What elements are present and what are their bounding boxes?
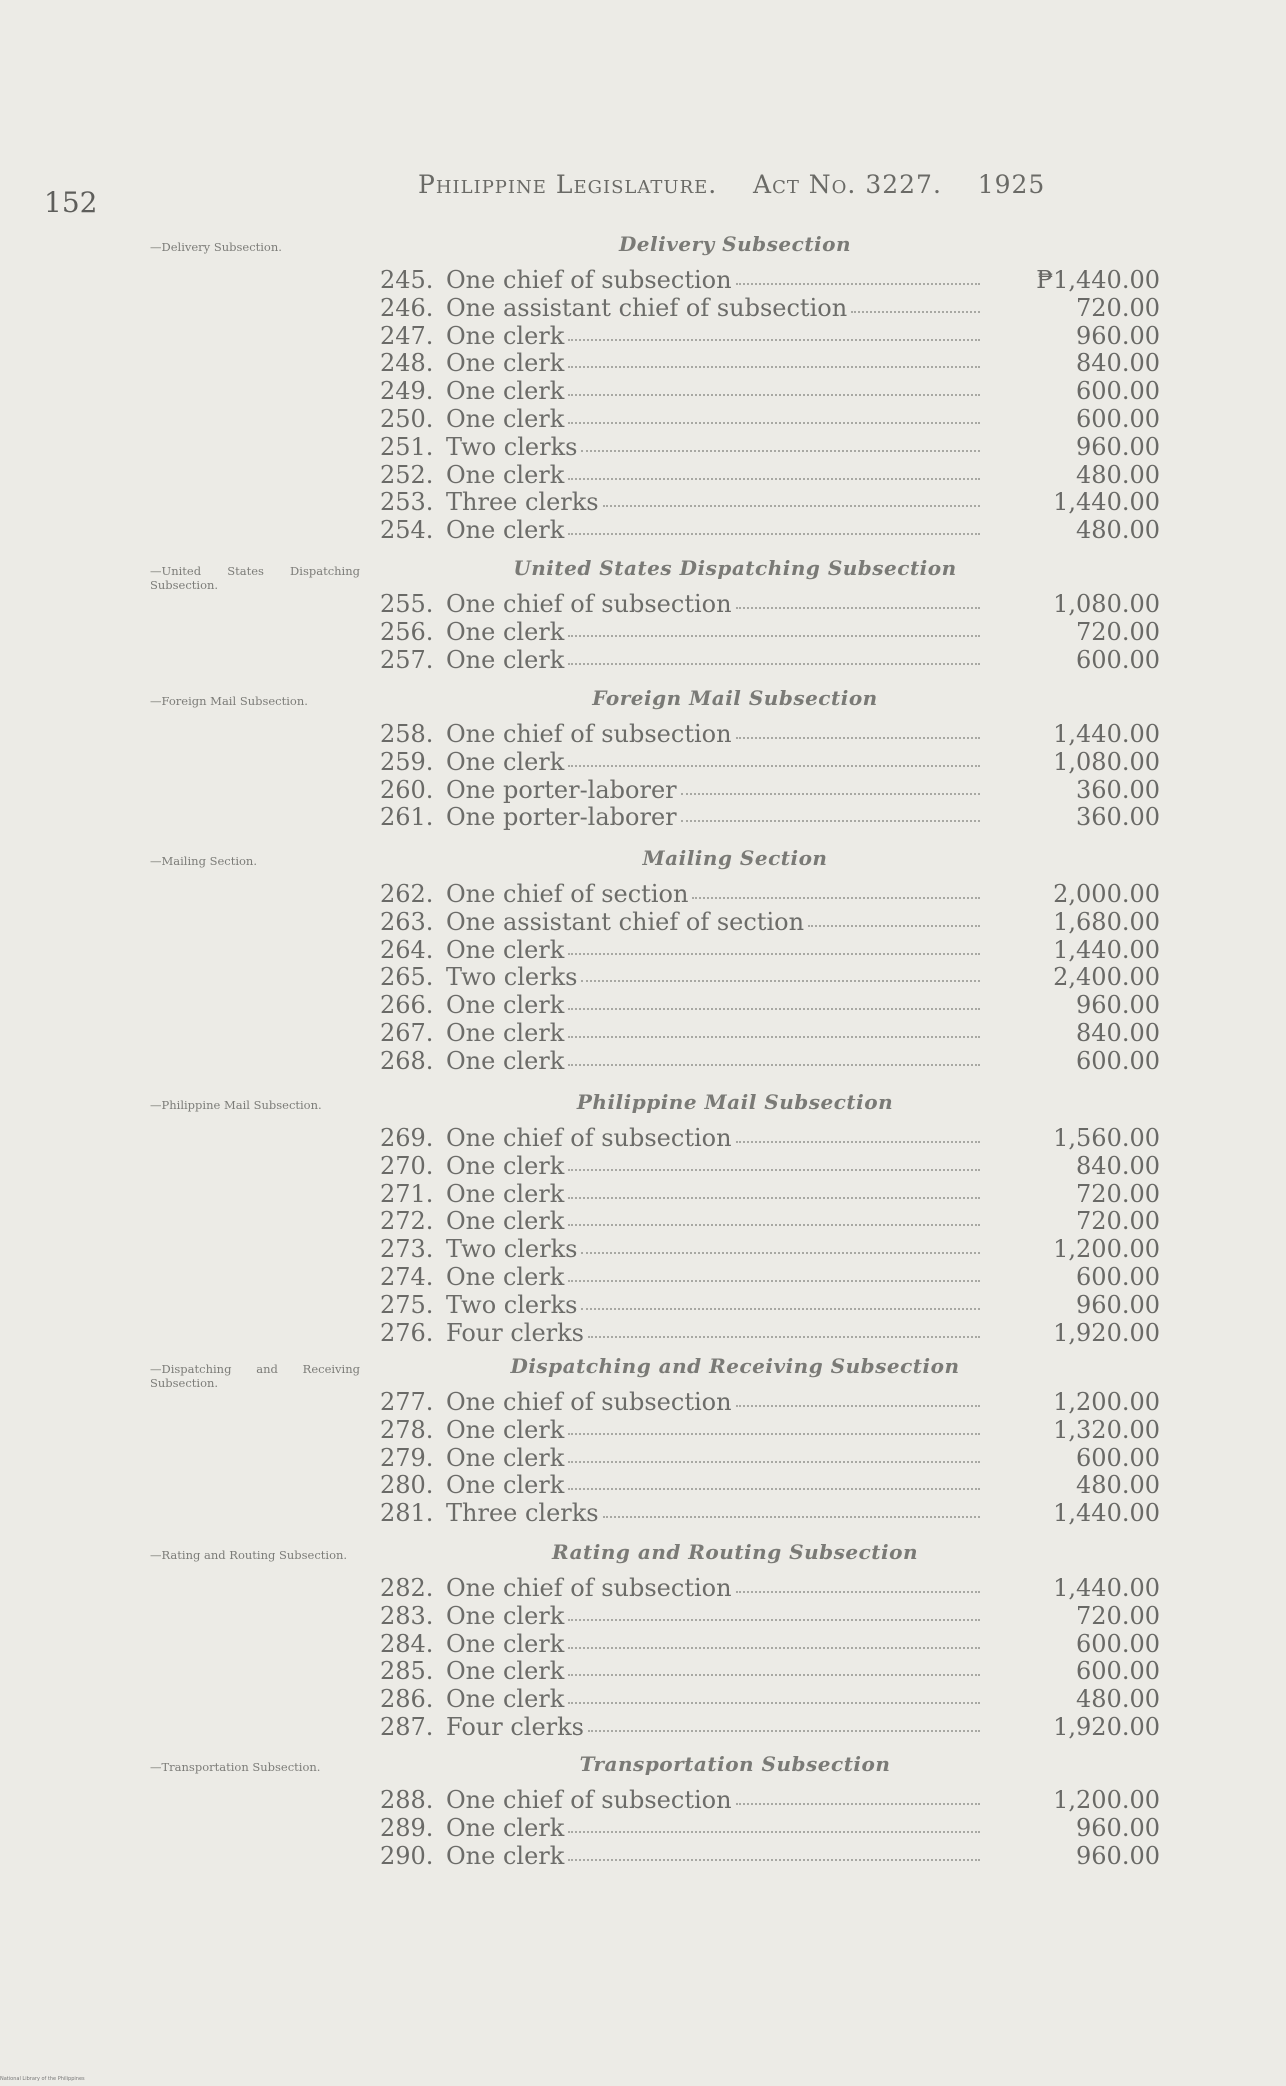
item-number: 287. <box>380 1712 434 1741</box>
position-row <box>380 1786 1160 1814</box>
dot-leader <box>736 1803 980 1805</box>
position-description: One clerk <box>446 516 565 545</box>
salary-amount: 1,080.00 <box>1053 747 1160 776</box>
salary-amount: 1,680.00 <box>1053 907 1160 936</box>
position-row <box>380 1319 1160 1347</box>
item-number: 268. <box>380 1046 434 1075</box>
salary-amount: 720.00 <box>1076 1601 1160 1630</box>
position-row <box>380 963 1160 991</box>
running-head-title: Philippine Legislature. <box>418 170 718 199</box>
dot-leader <box>568 533 980 535</box>
position-description: One clerk <box>446 1151 565 1180</box>
item-number: 262. <box>380 880 434 908</box>
dot-leader <box>568 663 980 665</box>
salary-amount: 1,200.00 <box>1053 1235 1160 1264</box>
item-number: 267. <box>380 1018 434 1047</box>
dot-leader <box>588 1730 980 1732</box>
salary-amount: 2,000.00 <box>1053 880 1160 908</box>
salary-amount: 600.00 <box>1076 1262 1160 1291</box>
position-list <box>380 1124 1160 1346</box>
item-number: 290. <box>380 1841 434 1870</box>
salary-amount: 1,440.00 <box>1053 1574 1160 1602</box>
subsection-heading: Transportation Subsection <box>579 1752 891 1776</box>
position-row <box>380 377 1160 405</box>
salary-amount: 960.00 <box>1076 432 1160 461</box>
position-description: One clerk <box>446 349 565 378</box>
position-description: One assistant chief of subsection <box>446 293 848 322</box>
item-number: 245. <box>380 266 434 294</box>
position-list <box>380 590 1160 673</box>
running-head-act: Act No. 3227. <box>753 170 942 199</box>
position-row <box>380 516 1160 544</box>
dot-leader <box>736 607 980 609</box>
margin-note: —Dispatching and Receiving Subsection. <box>150 1362 360 1390</box>
subsection-heading: United States Dispatching Subsection <box>513 556 957 580</box>
position-description: One clerk <box>446 1629 565 1658</box>
item-number: 271. <box>380 1179 434 1208</box>
position-description: One clerk <box>446 1601 565 1630</box>
dot-leader <box>603 1516 980 1518</box>
position-list <box>380 1574 1160 1741</box>
salary-amount: 600.00 <box>1076 1657 1160 1686</box>
salary-amount: 1,440.00 <box>1053 488 1160 517</box>
position-row <box>380 720 1160 748</box>
dot-leader <box>568 1461 980 1463</box>
position-row <box>380 1685 1160 1713</box>
position-row <box>380 936 1160 964</box>
dot-leader <box>568 1619 980 1621</box>
salary-amount: 1,440.00 <box>1053 720 1160 748</box>
item-number: 256. <box>380 617 434 646</box>
position-description: One clerk <box>446 1443 565 1472</box>
position-row <box>380 1416 1160 1444</box>
item-number: 258. <box>380 720 434 748</box>
position-description: One clerk <box>446 1415 565 1444</box>
item-number: 286. <box>380 1685 434 1714</box>
position-row <box>380 1291 1160 1319</box>
salary-amount: 600.00 <box>1076 1046 1160 1075</box>
position-description: One clerk <box>446 1657 565 1686</box>
position-list <box>380 1388 1160 1527</box>
item-number: 254. <box>380 516 434 545</box>
position-row <box>380 1152 1160 1180</box>
position-row <box>380 1499 1160 1527</box>
margin-note: —Rating and Routing Subsection. <box>150 1548 348 1562</box>
dot-leader <box>568 422 980 424</box>
position-description: One clerk <box>446 460 565 489</box>
position-row <box>380 1842 1160 1870</box>
dot-leader <box>736 283 980 285</box>
dot-leader <box>581 1308 980 1310</box>
dot-leader <box>736 737 980 739</box>
item-number: 288. <box>380 1786 434 1814</box>
position-row <box>380 880 1160 908</box>
position-description: Two clerks <box>446 963 578 992</box>
salary-amount: 480.00 <box>1076 516 1160 545</box>
item-number: 250. <box>380 404 434 433</box>
subsection-heading: Delivery Subsection <box>618 232 852 256</box>
margin-note: —Delivery Subsection. <box>150 240 282 254</box>
salary-amount: 600.00 <box>1076 377 1160 406</box>
position-row <box>380 803 1160 831</box>
salary-amount: 1,920.00 <box>1053 1712 1160 1741</box>
dot-leader <box>851 311 980 313</box>
position-row <box>380 1388 1160 1416</box>
salary-amount: 720.00 <box>1076 1207 1160 1236</box>
position-description: One chief of section <box>446 880 689 908</box>
subsection-heading: Philippine Mail Subsection <box>576 1090 894 1114</box>
page-number: 152 <box>44 186 98 219</box>
running-head-year: 1925 <box>977 170 1046 199</box>
position-row <box>380 1630 1160 1658</box>
dot-leader <box>568 1702 980 1704</box>
position-row <box>380 590 1160 618</box>
dot-leader <box>568 1859 980 1861</box>
salary-amount: 360.00 <box>1076 775 1160 804</box>
margin-note: —Foreign Mail Subsection. <box>150 694 308 708</box>
subsection-heading: Rating and Routing Subsection <box>552 1540 918 1564</box>
item-number: 261. <box>380 803 434 832</box>
subsection-heading: Foreign Mail Subsection <box>592 686 878 710</box>
salary-amount: 480.00 <box>1076 1471 1160 1500</box>
item-number: 248. <box>380 349 434 378</box>
item-number: 264. <box>380 935 434 964</box>
item-number: 274. <box>380 1262 434 1291</box>
item-number: 279. <box>380 1443 434 1472</box>
dot-leader <box>568 339 980 341</box>
position-description: Two clerks <box>446 1235 578 1264</box>
salary-amount: 600.00 <box>1076 404 1160 433</box>
salary-amount: 600.00 <box>1076 1629 1160 1658</box>
item-number: 275. <box>380 1290 434 1319</box>
salary-amount: 1,320.00 <box>1053 1415 1160 1444</box>
position-description: One clerk <box>446 617 565 646</box>
item-number: 246. <box>380 293 434 322</box>
dot-leader <box>736 1141 980 1143</box>
position-row <box>380 618 1160 646</box>
item-number: 283. <box>380 1601 434 1630</box>
position-description: One clerk <box>446 1046 565 1075</box>
dot-leader <box>736 1405 980 1407</box>
position-row <box>380 433 1160 461</box>
position-description: One chief of subsection <box>446 1124 732 1152</box>
position-description: One chief of subsection <box>446 1388 732 1416</box>
position-description: One chief of subsection <box>446 590 732 618</box>
dot-leader <box>568 1169 980 1171</box>
position-row <box>380 488 1160 516</box>
dot-leader <box>568 394 980 396</box>
item-number: 277. <box>380 1388 434 1416</box>
position-description: One clerk <box>446 1813 565 1842</box>
position-row <box>380 461 1160 489</box>
dot-leader <box>568 1064 980 1066</box>
position-row <box>380 1471 1160 1499</box>
salary-amount: 480.00 <box>1076 1685 1160 1714</box>
position-row <box>380 349 1160 377</box>
position-description: One clerk <box>446 377 565 406</box>
position-row <box>380 748 1160 776</box>
item-number: 285. <box>380 1657 434 1686</box>
salary-amount: 1,560.00 <box>1053 1124 1160 1152</box>
salary-amount: 720.00 <box>1076 293 1160 322</box>
margin-note: —Mailing Section. <box>150 854 257 868</box>
position-description: One chief of subsection <box>446 720 732 748</box>
dot-leader <box>581 980 980 982</box>
dot-leader <box>736 1591 980 1593</box>
position-description: One clerk <box>446 1841 565 1870</box>
item-number: 269. <box>380 1124 434 1152</box>
running-head <box>418 170 1058 199</box>
margin-note: —United States Dispatching Subsection. <box>150 564 360 592</box>
salary-amount: 1,080.00 <box>1053 590 1160 618</box>
item-number: 257. <box>380 645 434 674</box>
salary-amount: 600.00 <box>1076 645 1160 674</box>
salary-amount: ₱1,440.00 <box>1036 266 1160 294</box>
position-row <box>380 322 1160 350</box>
salary-amount: 2,400.00 <box>1053 963 1160 992</box>
dot-leader <box>568 1674 980 1676</box>
position-list <box>380 266 1160 544</box>
subsection-heading: Dispatching and Receiving Subsection <box>510 1354 960 1378</box>
dot-leader <box>568 1831 980 1833</box>
position-row <box>380 1263 1160 1291</box>
position-row <box>380 1019 1160 1047</box>
salary-amount: 960.00 <box>1076 1813 1160 1842</box>
salary-amount: 1,200.00 <box>1053 1786 1160 1814</box>
position-list <box>380 1786 1160 1869</box>
salary-amount: 360.00 <box>1076 803 1160 832</box>
position-description: One clerk <box>446 935 565 964</box>
salary-amount: 1,440.00 <box>1053 1499 1160 1528</box>
dot-leader <box>681 793 980 795</box>
position-description: One porter-laborer <box>446 775 677 804</box>
position-description: Three clerks <box>446 1499 599 1528</box>
position-description: Four clerks <box>446 1712 584 1741</box>
dot-leader <box>568 366 980 368</box>
position-description: One clerk <box>446 645 565 674</box>
dot-leader <box>568 1036 980 1038</box>
dot-leader <box>581 450 980 452</box>
dot-leader <box>568 635 980 637</box>
item-number: 253. <box>380 488 434 517</box>
position-row <box>380 1713 1160 1741</box>
margin-note: —Philippine Mail Subsection. <box>150 1098 322 1112</box>
item-number: 260. <box>380 775 434 804</box>
salary-amount: 720.00 <box>1076 1179 1160 1208</box>
dot-leader <box>568 1647 980 1649</box>
salary-amount: 840.00 <box>1076 1018 1160 1047</box>
item-number: 263. <box>380 907 434 936</box>
dot-leader <box>568 765 980 767</box>
item-number: 252. <box>380 460 434 489</box>
position-description: One clerk <box>446 321 565 350</box>
position-description: One clerk <box>446 1018 565 1047</box>
position-description: Two clerks <box>446 1290 578 1319</box>
dot-leader <box>581 1252 980 1254</box>
position-description: One clerk <box>446 1179 565 1208</box>
position-row <box>380 776 1160 804</box>
position-description: One clerk <box>446 991 565 1020</box>
position-description: One clerk <box>446 747 565 776</box>
item-number: 259. <box>380 747 434 776</box>
position-description: One clerk <box>446 1471 565 1500</box>
position-description: One clerk <box>446 1262 565 1291</box>
salary-amount: 1,200.00 <box>1053 1388 1160 1416</box>
position-list <box>380 880 1160 1075</box>
salary-amount: 960.00 <box>1076 991 1160 1020</box>
position-row <box>380 405 1160 433</box>
footer-attribution: National Library of the Philippines <box>0 2076 85 2082</box>
position-row <box>380 1814 1160 1842</box>
position-row <box>380 1657 1160 1685</box>
position-description: Two clerks <box>446 432 578 461</box>
dot-leader <box>568 1197 980 1199</box>
item-number: 284. <box>380 1629 434 1658</box>
salary-amount: 960.00 <box>1076 1841 1160 1870</box>
position-description: One assistant chief of section <box>446 907 805 936</box>
position-row <box>380 1235 1160 1263</box>
dot-leader <box>568 1488 980 1490</box>
dot-leader <box>568 1224 980 1226</box>
item-number: 249. <box>380 377 434 406</box>
position-row <box>380 1047 1160 1075</box>
position-description: One clerk <box>446 1207 565 1236</box>
position-row <box>380 1124 1160 1152</box>
dot-leader <box>603 505 980 507</box>
salary-amount: 600.00 <box>1076 1443 1160 1472</box>
dot-leader <box>568 1433 980 1435</box>
item-number: 247. <box>380 321 434 350</box>
dot-leader <box>588 1336 980 1338</box>
item-number: 278. <box>380 1415 434 1444</box>
position-row <box>380 294 1160 322</box>
position-row <box>380 646 1160 674</box>
salary-amount: 960.00 <box>1076 321 1160 350</box>
item-number: 251. <box>380 432 434 461</box>
position-row <box>380 1602 1160 1630</box>
salary-amount: 960.00 <box>1076 1290 1160 1319</box>
position-description: One chief of subsection <box>446 266 732 294</box>
dot-leader <box>692 897 980 899</box>
item-number: 266. <box>380 991 434 1020</box>
position-row <box>380 266 1160 294</box>
salary-amount: 840.00 <box>1076 1151 1160 1180</box>
position-description: One porter-laborer <box>446 803 677 832</box>
subsection-heading: Mailing Section <box>642 846 828 870</box>
position-list <box>380 720 1160 831</box>
item-number: 255. <box>380 590 434 618</box>
position-description: One chief of subsection <box>446 1574 732 1602</box>
dot-leader <box>568 478 980 480</box>
position-row <box>380 1444 1160 1472</box>
item-number: 272. <box>380 1207 434 1236</box>
dot-leader <box>568 953 980 955</box>
item-number: 281. <box>380 1499 434 1528</box>
item-number: 273. <box>380 1235 434 1264</box>
item-number: 280. <box>380 1471 434 1500</box>
position-row <box>380 1574 1160 1602</box>
position-description: One clerk <box>446 1685 565 1714</box>
position-description: Three clerks <box>446 488 599 517</box>
salary-amount: 840.00 <box>1076 349 1160 378</box>
position-row <box>380 1207 1160 1235</box>
salary-amount: 480.00 <box>1076 460 1160 489</box>
dot-leader <box>808 925 980 927</box>
position-row <box>380 1180 1160 1208</box>
item-number: 276. <box>380 1318 434 1347</box>
dot-leader <box>568 1008 980 1010</box>
position-description: One chief of subsection <box>446 1786 732 1814</box>
dot-leader <box>568 1280 980 1282</box>
position-description: Four clerks <box>446 1318 584 1347</box>
salary-amount: 1,440.00 <box>1053 935 1160 964</box>
item-number: 282. <box>380 1574 434 1602</box>
salary-amount: 1,920.00 <box>1053 1318 1160 1347</box>
position-row <box>380 908 1160 936</box>
salary-amount: 720.00 <box>1076 617 1160 646</box>
margin-note: —Transportation Subsection. <box>150 1760 321 1774</box>
item-number: 289. <box>380 1813 434 1842</box>
position-description: One clerk <box>446 404 565 433</box>
item-number: 270. <box>380 1151 434 1180</box>
position-row <box>380 991 1160 1019</box>
dot-leader <box>681 820 980 822</box>
item-number: 265. <box>380 963 434 992</box>
